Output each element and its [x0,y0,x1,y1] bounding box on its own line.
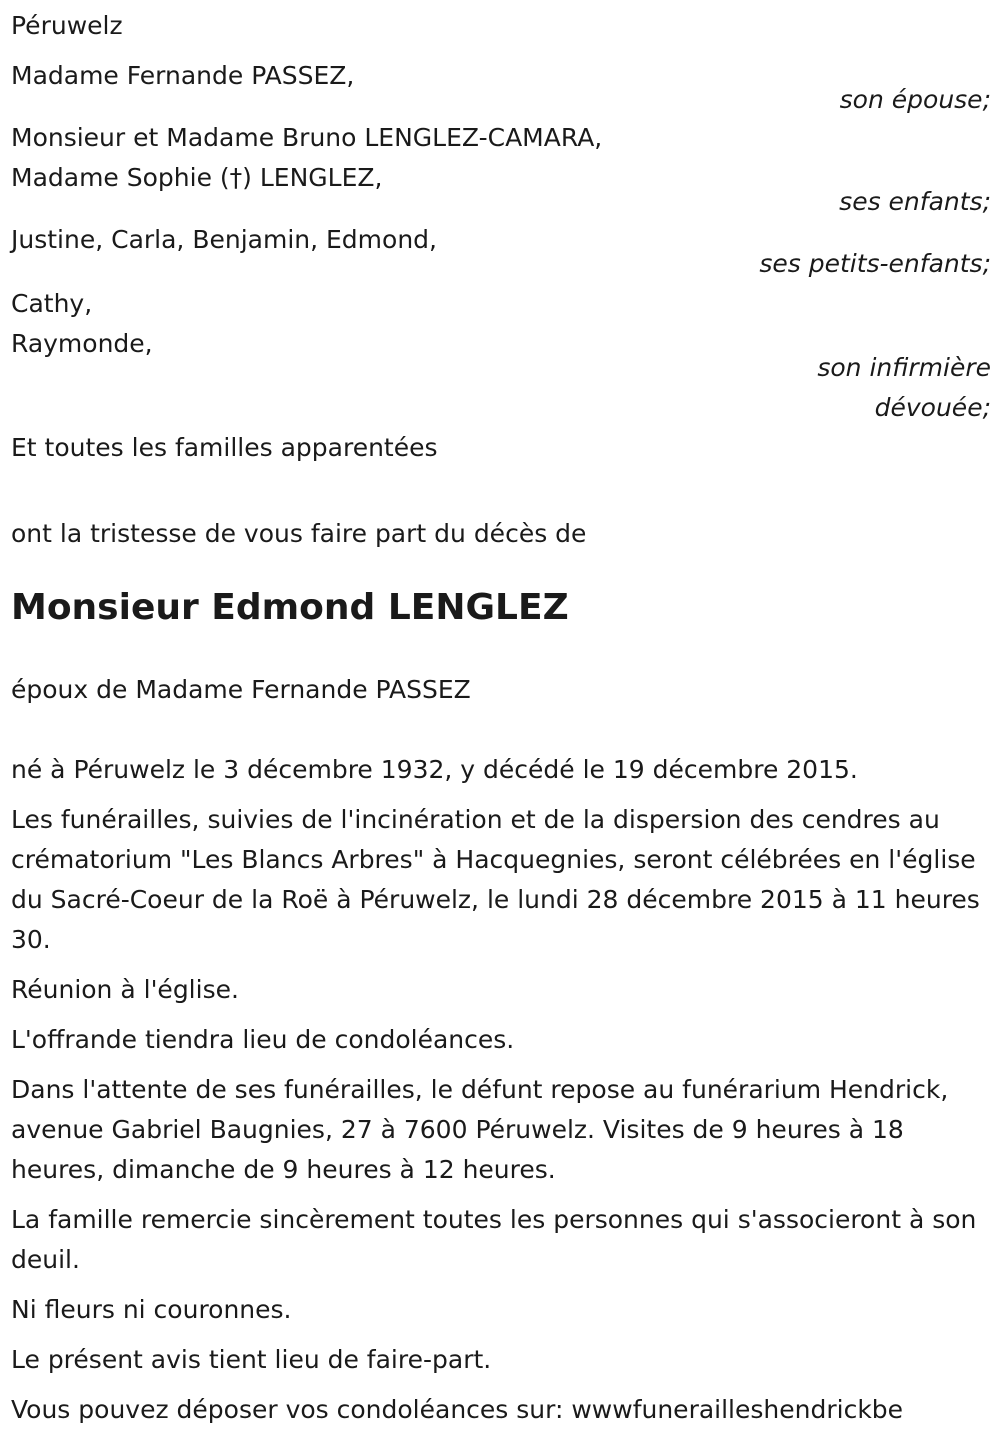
thanks-paragraph: La famille remercie sincèrement toutes les personnes qui s'associeront à son deuil. [11,1205,977,1274]
family-relation-line: ses petits-enfants; [759,249,991,278]
family-group-grandchildren [11,220,991,284]
family-name-line: Madame Fernande PASSEZ, [11,61,355,90]
family-group-spouse [11,56,991,120]
family-name-line: Justine, Carla, Benjamin, Edmond, [11,225,437,254]
city-line: Péruwelz [11,11,123,40]
family-name-line: Cathy, [11,289,93,318]
condolences-paragraph: Vous pouvez déposer vos condoléances sur: wwwfunerailleshendrickbe [11,1395,904,1424]
funeral-paragraph: Les funérailles, suivies de l'incinération et de la dispersion des cendres au crématorium "Les Blancs Arbres" à Hacquegnies, seront célébrées en l'église du Sacré-Coeur de la Roë à Péruwelz, le lundi 28 décembre 2015 à 11 heures 30. [11,805,980,954]
birth-death-paragraph: né à Péruwelz le 3 décembre 1932, y décédé le 19 décembre 2015. [11,755,858,784]
family-relation-line: son épouse; [839,85,991,114]
announcement-line: ont la tristesse de vous faire part du décès de [11,519,587,548]
family-name-line: Madame Sophie (†) LENGLEZ, [11,163,383,192]
relatives-line: Et toutes les familles apparentées [11,433,438,462]
flowers-paragraph: Ni fleurs ni couronnes. [11,1295,292,1324]
family-relation-line: dévouée; [874,393,991,422]
family-name-line: Raymonde, [11,329,153,358]
obituary-notice [11,6,991,1430]
family-group-children [11,118,991,222]
deceased-name: Monsieur Edmond LENGLEZ [11,587,569,628]
spouse-line: époux de Madame Fernande PASSEZ [11,675,471,704]
notice-paragraph: Le présent avis tient lieu de faire-part. [11,1345,492,1374]
family-relation-line: son infirmière [817,353,991,382]
visitation-paragraph: Dans l'attente de ses funérailles, le défunt repose au funérarium Hendrick, avenue Gabriel Baugnies, 27 à 7600 Péruwelz. Visites de 9 heures à 18 heures, dimanche de 9 heures à 12 heures. [11,1075,949,1184]
reunion-paragraph: Réunion à l'église. [11,975,239,1004]
offering-paragraph: L'offrande tiendra lieu de condoléances. [11,1025,515,1054]
family-group-nurses [11,284,991,428]
family-relation-line: ses enfants; [839,187,991,216]
family-name-line: Monsieur et Madame Bruno LENGLEZ-CAMARA, [11,123,603,152]
